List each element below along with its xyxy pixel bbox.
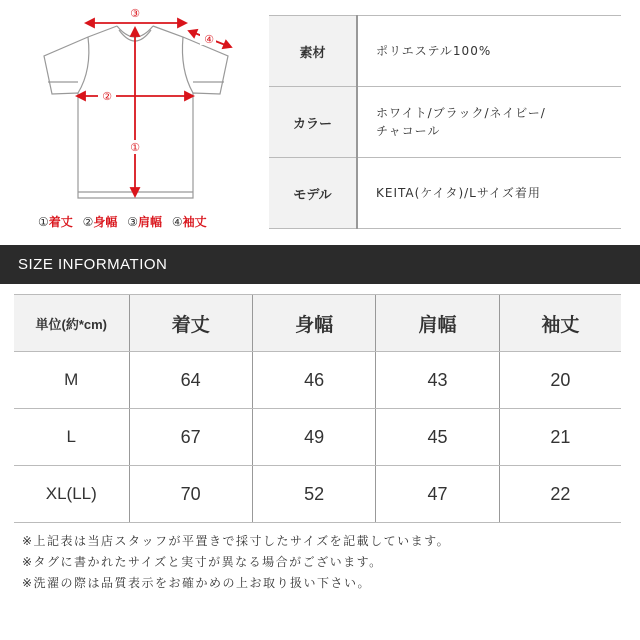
measurement-legend (38, 213, 213, 230)
size-cell: XL(LL) (14, 466, 129, 523)
spec-row-model (269, 158, 621, 229)
header-width: 身幅 (252, 295, 375, 352)
marker-length: ① (130, 141, 140, 154)
spec-value: ポリエステル100% (357, 16, 621, 87)
note-line: ※上記表は当店スタッフが平置きで採寸したサイズを記載しています。 (22, 534, 451, 548)
marker-width: ② (102, 90, 112, 103)
value-cell: 47 (376, 466, 499, 523)
value-cell: 45 (376, 409, 499, 466)
size-table-header (14, 295, 621, 352)
legend-label: 袖丈 (182, 215, 207, 229)
table-row (14, 352, 621, 409)
spec-row-material (269, 16, 621, 87)
spec-value-line: ホワイト/ブラック/ネイビー/ (376, 106, 546, 120)
header-length: 着丈 (129, 295, 252, 352)
value-cell: 22 (499, 466, 621, 523)
spec-row-color (269, 87, 621, 158)
legend-num: ② (82, 215, 94, 229)
header-shoulder: 肩幅 (376, 295, 499, 352)
product-spec-table (269, 15, 621, 229)
spec-key: モデル (269, 158, 357, 229)
value-cell: 43 (376, 352, 499, 409)
value-cell: 70 (129, 466, 252, 523)
marker-sleeve: ④ (204, 33, 214, 46)
spec-value (357, 87, 621, 158)
size-cell: M (14, 352, 129, 409)
size-information-header: SIZE INFORMATION (0, 245, 640, 284)
note-line: ※洗濯の際は品質表示をお確かめの上お取り扱い下さい。 (22, 576, 372, 590)
tshirt-measurement-diagram (0, 0, 260, 240)
size-table (14, 294, 621, 523)
tshirt-outline-icon (44, 26, 228, 198)
table-row (14, 409, 621, 466)
table-row (14, 466, 621, 523)
legend-num: ① (38, 215, 49, 229)
legend-label: 着丈 (48, 215, 73, 229)
legend-label: 身幅 (93, 215, 118, 229)
value-cell: 67 (129, 409, 252, 466)
header-unit: 単位(約*cm) (14, 295, 129, 352)
note-line: ※タグに書かれたサイズと実寸が異なる場合がございます。 (22, 555, 383, 569)
legend-label: 肩幅 (137, 215, 162, 229)
header-sleeve: 袖丈 (499, 295, 621, 352)
value-cell: 52 (252, 466, 375, 523)
spec-key: カラー (269, 87, 357, 158)
legend-num: ③ (127, 215, 138, 229)
spec-key: 素材 (269, 16, 357, 87)
value-cell: 49 (252, 409, 375, 466)
value-cell: 21 (499, 409, 621, 466)
value-cell: 46 (252, 352, 375, 409)
size-cell: L (14, 409, 129, 466)
spec-value-line: チャコール (376, 124, 441, 138)
notes (22, 531, 450, 594)
value-cell: 64 (129, 352, 252, 409)
value-cell: 20 (499, 352, 621, 409)
marker-shoulder: ③ (130, 7, 140, 20)
spec-value: KEITA(ケイタ)/Lサイズ着用 (357, 158, 621, 229)
legend-num: ④ (171, 215, 183, 229)
